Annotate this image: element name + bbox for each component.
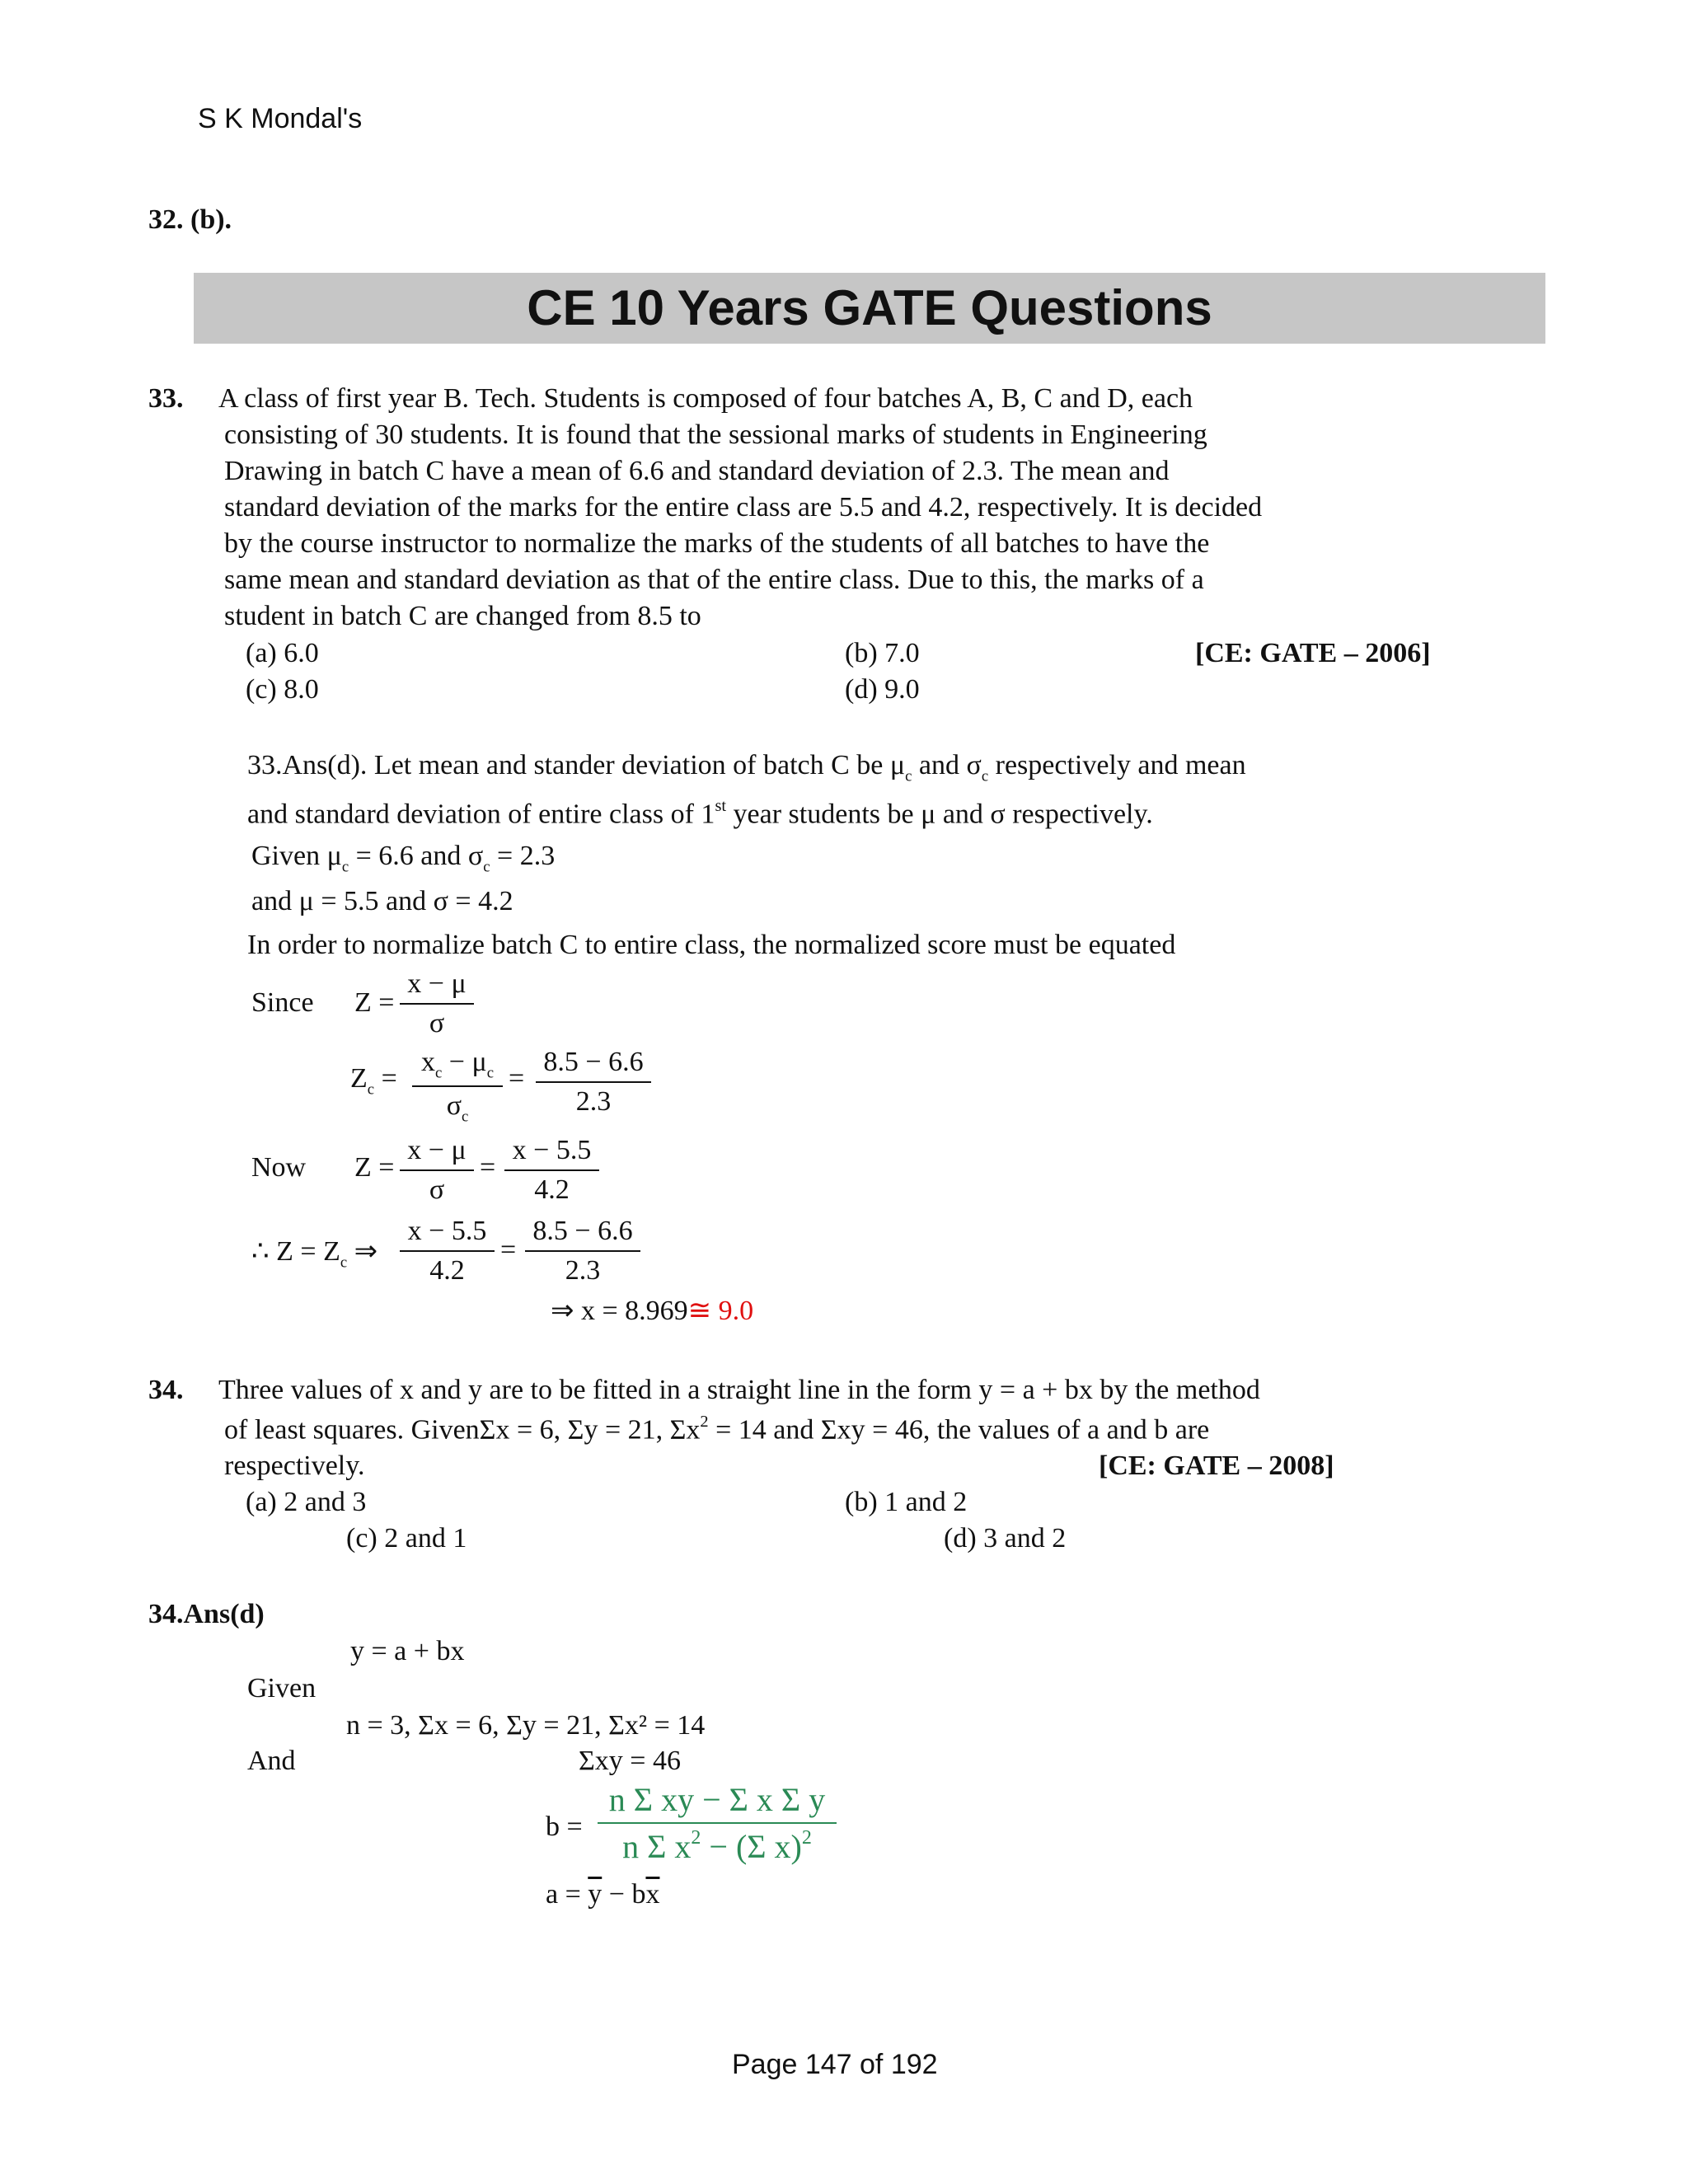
ans34-title: 34.Ans(d) xyxy=(148,1599,265,1629)
q34-text-line: Three values of x and y are to be fitted in a straight line in the form y = a + bx by the method xyxy=(218,1375,1260,1405)
fraction-z-definition: x − μ σ xyxy=(400,968,474,1039)
fraction-z-numeric: x − 5.5 4.2 xyxy=(504,1135,599,1206)
equals-sign: = xyxy=(509,1063,525,1094)
q33-text-line: by the course instructor to normalize the marks of the students of all batches to have the xyxy=(224,528,1210,559)
q33-option-a: (a) 6.0 xyxy=(246,638,319,668)
now-label: Now xyxy=(251,1152,307,1183)
ans33-given2: and μ = 5.5 and σ = 4.2 xyxy=(251,886,513,916)
section-title: CE 10 Years GATE Questions xyxy=(527,280,1212,335)
ans34-eq1: y = a + bx xyxy=(350,1636,465,1666)
q34-text-line: respectively. xyxy=(224,1451,365,1481)
ans34-eq2: n = 3, Σx = 6, Σy = 21, Σx² = 14 xyxy=(346,1710,706,1741)
q32-answer: 32. (b). xyxy=(148,204,232,235)
fraction-z-symbolic: x − μ σ xyxy=(400,1135,474,1206)
b-label: b = xyxy=(546,1811,583,1842)
equals-sign: = xyxy=(500,1235,517,1265)
ans33-line1: 33.Ans(d). Let mean and stander deviation of batch C be $\mu_c$ and $\sigma_c$ respectively and mean xyxy=(247,750,1246,785)
fraction-zc-symbolic: $x_c - \mu_c$ $\sigma_c$ xyxy=(412,1047,503,1127)
z-eq-label: Z = xyxy=(354,987,395,1018)
q34-option-a: (a) 2 and 3 xyxy=(246,1487,367,1517)
q33-exam-tag: [CE: GATE – 2006] xyxy=(1195,638,1431,668)
ans34-given-label: Given xyxy=(247,1673,316,1704)
q33-number: 33. xyxy=(148,383,184,414)
fraction-b-formula: n Σ xy − Σ x Σ y n Σ $x^2 - (\Sigma$ x)$^2$ xyxy=(598,1780,837,1866)
ans33-result: ⇒ x = 8.969≅ 9.0 xyxy=(551,1296,754,1326)
fraction-x-equation-left: x − 5.5 4.2 xyxy=(400,1216,495,1286)
q33-option-d: (d) 9.0 xyxy=(845,674,920,705)
ans34-and-label: And xyxy=(247,1746,296,1776)
ans33-normalize-text: In order to normalize batch C to entire class, the normalized score must be equated xyxy=(247,930,1176,960)
q33-option-c: (c) 8.0 xyxy=(246,674,319,705)
q34-option-c: (c) 2 and 1 xyxy=(346,1523,467,1554)
fraction-zc-numeric: 8.5 − 6.6 2.3 xyxy=(536,1047,651,1118)
z-eq-label-now: Z = xyxy=(354,1152,395,1183)
q33-text-line: student in batch C are changed from 8.5 to xyxy=(224,601,701,631)
q33-text-line: Drawing in batch C have a mean of 6.6 and standard deviation of 2.3. The mean and xyxy=(224,456,1170,486)
therefore-line: ∴ $Z = Z_c$ ⇒ xyxy=(251,1236,378,1272)
ans33-given1: Given $\mu_c = 6.6$ and $\sigma_c = 2.3$ xyxy=(251,841,556,876)
page-header-author: S K Mondal's xyxy=(198,103,363,134)
q33-text-line: consisting of 30 students. It is found that the sessional marks of students in Engineering xyxy=(224,419,1207,450)
q33-text-line: A class of first year B. Tech. Students is composed of four batches A, B, C and D, each xyxy=(218,383,1193,414)
q34-option-b: (b) 1 and 2 xyxy=(845,1487,968,1517)
ans33-approx: ≅ 9.0 xyxy=(687,1296,754,1326)
q34-option-d: (d) 3 and 2 xyxy=(944,1523,1067,1554)
fraction-x-equation-right: 8.5 − 6.6 2.3 xyxy=(525,1216,640,1286)
a-formula: $a = \overline{y} - b\overline{x}$ xyxy=(546,1879,660,1910)
q33-text-line: standard deviation of the marks for the entire class are 5.5 and 4.2, respectively. It is decided xyxy=(224,492,1263,523)
zc-eq-label: $Z_c$ = xyxy=(350,1063,397,1099)
section-banner xyxy=(194,273,1545,344)
ans34-eq3: Σxy = 46 xyxy=(579,1746,681,1776)
ans33-line2: and standard deviation of entire class of 1st year students be μ and σ respectively. xyxy=(247,797,1153,830)
q33-text-line: same mean and standard deviation as that of the entire class. Due to this, the marks of a xyxy=(224,565,1204,595)
q34-text-line: of least squares. GivenΣx = 6, Σy = 21, $\Sigma x^2 = 14$ and Σxy = 46, the values of a and b are xyxy=(224,1413,1210,1446)
since-label: Since xyxy=(251,987,314,1018)
q34-number: 34. xyxy=(148,1375,184,1405)
equals-sign: = xyxy=(480,1152,496,1183)
q33-option-b: (b) 7.0 xyxy=(845,638,920,668)
page-number: Page 147 of 192 xyxy=(732,2049,938,2080)
q34-exam-tag: [CE: GATE – 2008] xyxy=(1099,1451,1334,1481)
